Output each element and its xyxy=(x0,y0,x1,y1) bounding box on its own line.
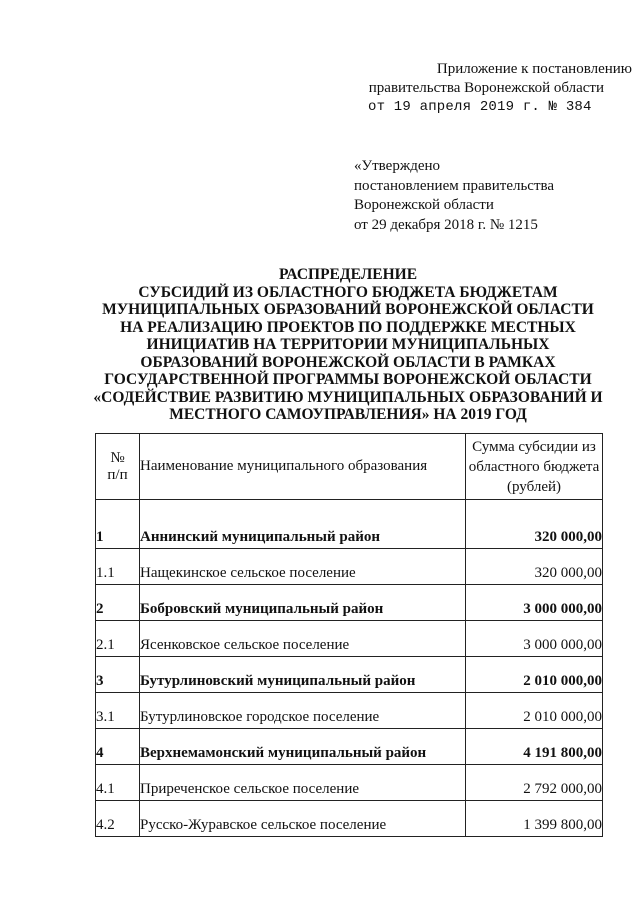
row-sum: 2 792 000,00 xyxy=(466,765,603,801)
title-line: ИНИЦИАТИВ НА ТЕРРИТОРИИ МУНИЦИПАЛЬНЫХ xyxy=(146,336,550,353)
table-row-district xyxy=(96,729,603,765)
table-row-district xyxy=(96,500,603,549)
title-line: МЕСТНОГО САМОУПРАВЛЕНИЯ» НА 2019 ГОД xyxy=(169,406,527,423)
table-row-settlement xyxy=(96,549,603,585)
table-row-settlement xyxy=(96,801,603,837)
table-row-district xyxy=(96,657,603,693)
approval-line: от 29 декабря 2018 г. № 1215 xyxy=(354,216,538,233)
row-number: 3.1 xyxy=(96,693,140,729)
row-name: Приреченское сельское поселение xyxy=(140,765,466,801)
approval-line: постановлением правительства xyxy=(354,177,555,194)
header-number: № п/п xyxy=(96,434,140,500)
row-name: Бутурлиновский муниципальный район xyxy=(140,657,466,693)
row-sum: 2 010 000,00 xyxy=(466,693,603,729)
row-sum: 1 399 800,00 xyxy=(466,801,603,837)
row-name: Верхнемамонский муниципальный район xyxy=(140,729,466,765)
approval-line: «Утверждено xyxy=(354,158,441,174)
row-number: 4.1 xyxy=(96,765,140,801)
appendix-stamp-line: от 19 апреля 2019 г. № 384 xyxy=(368,99,592,115)
row-sum: 3 000 000,00 xyxy=(466,585,603,621)
title-line: НА РЕАЛИЗАЦИЮ ПРОЕКТОВ ПО ПОДДЕРЖКЕ МЕСТНЫХ xyxy=(120,318,576,336)
title-line: «СОДЕЙСТВИЕ РАЗВИТИЮ МУНИЦИПАЛЬНЫХ ОБРАЗОВАНИЙ И xyxy=(93,388,603,406)
row-number: 2.1 xyxy=(96,621,140,657)
row-name: Аннинский муниципальный район xyxy=(140,500,466,549)
row-number: 4.2 xyxy=(96,801,140,837)
row-number: 1 xyxy=(96,500,140,549)
table-row-settlement xyxy=(96,621,603,657)
row-name: Ясенковское сельское поселение xyxy=(140,621,466,657)
row-sum: 3 000 000,00 xyxy=(466,621,603,657)
row-sum: 2 010 000,00 xyxy=(466,657,603,693)
row-name: Нащекинское сельское поселение xyxy=(140,549,466,585)
approval-block xyxy=(354,157,624,235)
row-number: 4 xyxy=(96,729,140,765)
row-name: Бобровский муниципальный район xyxy=(140,585,466,621)
document-title xyxy=(92,266,604,424)
title-line: СУБСИДИЙ ИЗ ОБЛАСТНОГО БЮДЖЕТА БЮДЖЕТАМ xyxy=(138,283,558,301)
title-line: МУНИЦИПАЛЬНЫХ ОБРАЗОВАНИЙ ВОРОНЕЖСКОЙ ОБЛАСТИ xyxy=(102,301,594,318)
table-row-district xyxy=(96,585,603,621)
appendix-line: правительства Воронежской области xyxy=(368,80,604,96)
table-header-row xyxy=(96,434,603,500)
row-sum: 4 191 800,00 xyxy=(466,729,603,765)
table-row-settlement xyxy=(96,765,603,801)
title-line: ГОСУДАРСТВЕННОЙ ПРОГРАММЫ ВОРОНЕЖСКОЙ ОБЛАСТИ xyxy=(104,371,592,388)
title-line: ОБРАЗОВАНИЙ ВОРОНЕЖСКОЙ ОБЛАСТИ В РАМКАХ xyxy=(140,353,556,371)
table-row-settlement xyxy=(96,693,603,729)
approval-line: Воронежской области xyxy=(354,197,494,213)
row-name: Бутурлиновское городское поселение xyxy=(140,693,466,729)
row-number: 1.1 xyxy=(96,549,140,585)
header-name: Наименование муниципального образования xyxy=(140,434,466,500)
row-name: Русско-Журавское сельское поселение xyxy=(140,801,466,837)
header-sum: Сумма субсидии из областного бюджета (рублей) xyxy=(466,434,603,500)
title-line: РАСПРЕДЕЛЕНИЕ xyxy=(278,266,418,283)
row-sum: 320 000,00 xyxy=(466,549,603,585)
appendix-block xyxy=(362,60,632,117)
subsidy-table xyxy=(95,433,603,837)
row-number: 3 xyxy=(96,657,140,693)
row-number: 2 xyxy=(96,585,140,621)
appendix-line: Приложение к постановлению xyxy=(436,61,632,77)
row-sum: 320 000,00 xyxy=(466,500,603,549)
